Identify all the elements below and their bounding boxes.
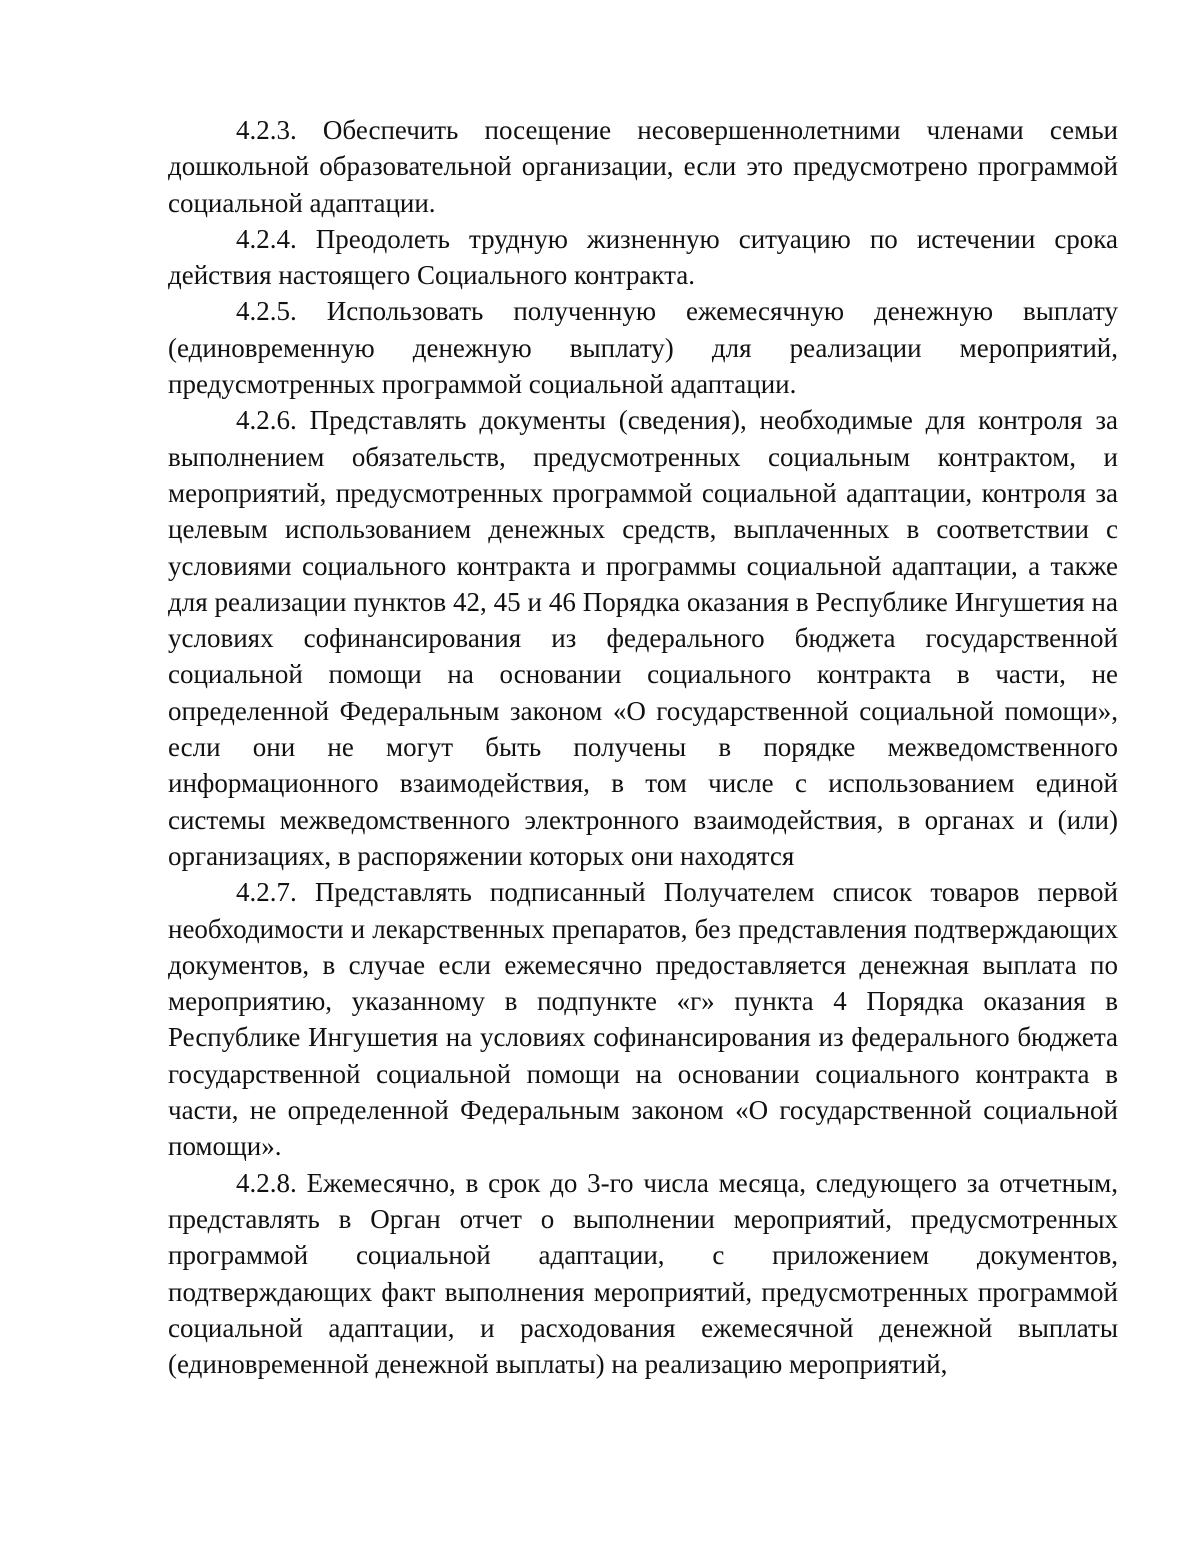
document-body xyxy=(168,112,1118,1382)
paragraph-4-2-3: 4.2.3. Обеспечить посещение несовершеннолетними членами семьи дошкольной образовательной организации, если это предусмотрено программой социальной адаптации. xyxy=(168,115,1118,218)
paragraph-4-2-8: 4.2.8. Ежемесячно, в срок до 3-го числа месяца, следующего за отчетным, представлять в Орган отчет о выполнении мероприятий, предусмотренных программой социальной адаптации, с приложением документов, подтверждающих факт выполнения мероприятий, предусмотренных программой социальной адаптации, и расходования ежемесячной денежной выплаты (единовременной денежной выплаты) на реализацию мероприятий, xyxy=(168,1167,1118,1380)
paragraph-4-2-6: 4.2.6. Представлять документы (сведения), необходимые для контроля за выполнением обязательств, предусмотренных социальным контрактом, и мероприятий, предусмотренных программой социальной адаптации, контроля за целевым использованием денежных средств, выплаченных в соответствии с условиями социального контракта и программы социальной адаптации, а также для реализации пунктов 42, 45 и 46 Порядка оказания в Республике Ингушетия на условиях софинансирования из федерального бюджета государственной социальной помощи на основании социального контракта в части, не определенной Федеральным законом «О государственной социальной помощи», если они не могут быть получены в порядке межведомственного информационного взаимодействия, в том числе с использованием единой системы межведомственного электронного взаимодействия, в органах и (или) организациях, в распоряжении которых они находятся xyxy=(168,405,1118,871)
paragraph-4-2-7: 4.2.7. Представлять подписанный Получателем список товаров первой необходимости и лекарственных препаратов, без представления подтверждающих документов, в случае если ежемесячно предоставляется денежная выплата по мероприятию, указанному в подпункте «г» пункта 4 Порядка оказания в Республике Ингушетия на условиях софинансирования из федерального бюджета государственной социальной помощи на основании социального контракта в части, не определенной Федеральным законом «О государственной социальной помощи». xyxy=(168,877,1118,1162)
paragraph-4-2-5: 4.2.5. Использовать полученную ежемесячную денежную выплату (единовременную денежную выплату) для реализации мероприятий, предусмотренных программой социальной адаптации. xyxy=(168,296,1118,400)
paragraph-4-2-4: 4.2.4. Преодолеть трудную жизненную ситуацию по истечении срока действия настоящего Социального контракта. xyxy=(168,223,1118,291)
